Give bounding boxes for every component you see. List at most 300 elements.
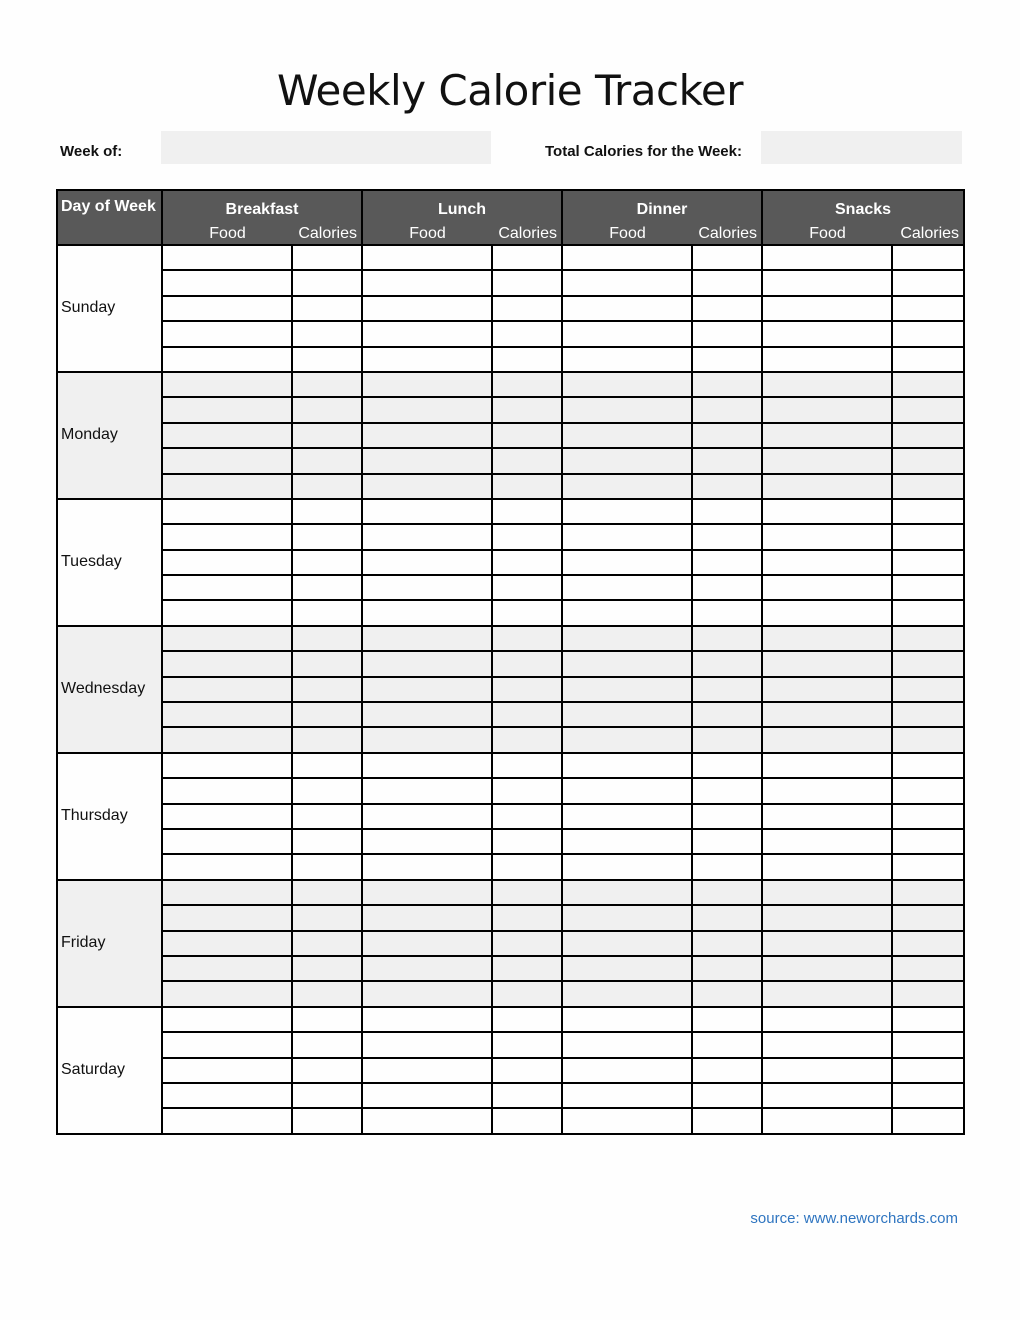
food-cell-dinner[interactable] [562, 931, 692, 956]
food-cell-breakfast[interactable] [162, 296, 292, 321]
calories-cell-breakfast[interactable] [292, 804, 362, 829]
table-row [57, 550, 964, 575]
food-cell-lunch[interactable] [362, 270, 492, 295]
calories-cell-lunch[interactable] [492, 677, 562, 702]
calories-cell-snacks[interactable] [892, 1083, 964, 1108]
calories-cell-breakfast[interactable] [292, 347, 362, 372]
food-cell-lunch[interactable] [362, 321, 492, 346]
calories-cell-lunch[interactable] [492, 600, 562, 625]
food-cell-breakfast[interactable] [162, 270, 292, 295]
calories-cell-dinner[interactable] [692, 1058, 762, 1083]
calories-cell-breakfast[interactable] [292, 296, 362, 321]
calories-cell-dinner[interactable] [692, 905, 762, 930]
food-cell-lunch[interactable] [362, 1108, 492, 1133]
food-cell-dinner[interactable] [562, 956, 692, 981]
calories-cell-snacks[interactable] [892, 245, 964, 270]
calories-cell-lunch[interactable] [492, 423, 562, 448]
food-cell-breakfast[interactable] [162, 829, 292, 854]
food-cell-dinner[interactable] [562, 499, 692, 524]
calories-cell-breakfast[interactable] [292, 499, 362, 524]
food-cell-lunch[interactable] [362, 448, 492, 473]
food-cell-breakfast[interactable] [162, 1032, 292, 1057]
food-cell-snacks[interactable] [762, 423, 892, 448]
food-cell-breakfast[interactable] [162, 804, 292, 829]
food-cell-dinner[interactable] [562, 626, 692, 651]
table-row [57, 575, 964, 600]
food-cell-dinner[interactable] [562, 981, 692, 1006]
calories-cell-lunch[interactable] [492, 1032, 562, 1057]
calories-cell-breakfast[interactable] [292, 905, 362, 930]
calories-cell-lunch[interactable] [492, 905, 562, 930]
food-cell-lunch[interactable] [362, 524, 492, 549]
calories-cell-lunch[interactable] [492, 956, 562, 981]
calories-cell-lunch[interactable] [492, 321, 562, 346]
food-cell-breakfast[interactable] [162, 981, 292, 1006]
calories-cell-breakfast[interactable] [292, 854, 362, 879]
food-cell-snacks[interactable] [762, 550, 892, 575]
food-cell-lunch[interactable] [362, 677, 492, 702]
food-cell-breakfast[interactable] [162, 423, 292, 448]
calories-cell-breakfast[interactable] [292, 1058, 362, 1083]
calories-cell-snacks[interactable] [892, 372, 964, 397]
food-cell-breakfast[interactable] [162, 1108, 292, 1133]
food-cell-snacks[interactable] [762, 1007, 892, 1032]
calories-cell-dinner[interactable] [692, 524, 762, 549]
calories-cell-dinner[interactable] [692, 981, 762, 1006]
food-cell-lunch[interactable] [362, 931, 492, 956]
food-cell-dinner[interactable] [562, 727, 692, 752]
calories-cell-dinner[interactable] [692, 397, 762, 422]
calories-cell-lunch[interactable] [492, 448, 562, 473]
calories-cell-lunch[interactable] [492, 575, 562, 600]
calories-cell-snacks[interactable] [892, 524, 964, 549]
food-cell-breakfast[interactable] [162, 524, 292, 549]
food-cell-dinner[interactable] [562, 1083, 692, 1108]
calories-cell-breakfast[interactable] [292, 600, 362, 625]
calories-cell-dinner[interactable] [692, 347, 762, 372]
food-cell-snacks[interactable] [762, 727, 892, 752]
calories-cell-dinner[interactable] [692, 448, 762, 473]
food-cell-breakfast[interactable] [162, 499, 292, 524]
calories-cell-breakfast[interactable] [292, 1083, 362, 1108]
food-cell-breakfast[interactable] [162, 677, 292, 702]
food-cell-dinner[interactable] [562, 1108, 692, 1133]
total-calories-field[interactable] [761, 131, 962, 164]
calories-cell-lunch[interactable] [492, 524, 562, 549]
calories-cell-breakfast[interactable] [292, 677, 362, 702]
calories-cell-breakfast[interactable] [292, 626, 362, 651]
food-cell-lunch[interactable] [362, 727, 492, 752]
breakfast-header: Breakfast [162, 190, 362, 219]
food-cell-breakfast[interactable] [162, 347, 292, 372]
calories-cell-breakfast[interactable] [292, 423, 362, 448]
calories-cell-dinner[interactable] [692, 423, 762, 448]
calories-cell-dinner[interactable] [692, 321, 762, 346]
food-cell-lunch[interactable] [362, 550, 492, 575]
food-cell-breakfast[interactable] [162, 1007, 292, 1032]
food-cell-snacks[interactable] [762, 499, 892, 524]
calories-cell-dinner[interactable] [692, 753, 762, 778]
food-cell-lunch[interactable] [362, 575, 492, 600]
calories-cell-breakfast[interactable] [292, 727, 362, 752]
calories-cell-breakfast[interactable] [292, 474, 362, 499]
calories-cell-lunch[interactable] [492, 296, 562, 321]
food-cell-lunch[interactable] [362, 423, 492, 448]
food-cell-dinner[interactable] [562, 1032, 692, 1057]
food-cell-snacks[interactable] [762, 677, 892, 702]
food-cell-dinner[interactable] [562, 448, 692, 473]
calories-cell-snacks[interactable] [892, 880, 964, 905]
calories-cell-snacks[interactable] [892, 347, 964, 372]
calories-cell-dinner[interactable] [692, 854, 762, 879]
food-cell-snacks[interactable] [762, 1083, 892, 1108]
food-cell-breakfast[interactable] [162, 474, 292, 499]
calories-cell-lunch[interactable] [492, 499, 562, 524]
food-cell-lunch[interactable] [362, 651, 492, 676]
food-cell-snacks[interactable] [762, 651, 892, 676]
food-cell-snacks[interactable] [762, 956, 892, 981]
calories-cell-lunch[interactable] [492, 727, 562, 752]
food-cell-dinner[interactable] [562, 474, 692, 499]
day-label-monday: Monday [57, 372, 162, 499]
food-cell-snacks[interactable] [762, 702, 892, 727]
food-cell-snacks[interactable] [762, 626, 892, 651]
calories-cell-dinner[interactable] [692, 1083, 762, 1108]
calories-cell-dinner[interactable] [692, 1108, 762, 1133]
calories-cell-lunch[interactable] [492, 270, 562, 295]
calories-cell-breakfast[interactable] [292, 245, 362, 270]
calories-cell-dinner[interactable] [692, 702, 762, 727]
calories-cell-dinner[interactable] [692, 778, 762, 803]
food-cell-snacks[interactable] [762, 347, 892, 372]
calories-cell-breakfast[interactable] [292, 880, 362, 905]
food-cell-snacks[interactable] [762, 245, 892, 270]
food-cell-snacks[interactable] [762, 600, 892, 625]
food-cell-dinner[interactable] [562, 804, 692, 829]
calories-cell-dinner[interactable] [692, 270, 762, 295]
calories-cell-lunch[interactable] [492, 931, 562, 956]
food-cell-snacks[interactable] [762, 829, 892, 854]
day-label-tuesday: Tuesday [57, 499, 162, 626]
food-cell-snacks[interactable] [762, 1108, 892, 1133]
calories-cell-lunch[interactable] [492, 1108, 562, 1133]
food-cell-dinner[interactable] [562, 880, 692, 905]
calories-cell-snacks[interactable] [892, 270, 964, 295]
calories-cell-dinner[interactable] [692, 804, 762, 829]
calories-cell-lunch[interactable] [492, 1007, 562, 1032]
calories-cell-breakfast[interactable] [292, 575, 362, 600]
calories-cell-snacks[interactable] [892, 550, 964, 575]
food-col-header: Food [362, 219, 492, 245]
calories-cell-snacks[interactable] [892, 702, 964, 727]
calories-cell-snacks[interactable] [892, 474, 964, 499]
food-cell-lunch[interactable] [362, 702, 492, 727]
table-row [57, 727, 964, 752]
table-row [57, 829, 964, 854]
calories-cell-snacks[interactable] [892, 981, 964, 1006]
food-cell-lunch[interactable] [362, 956, 492, 981]
food-cell-snacks[interactable] [762, 981, 892, 1006]
calories-cell-dinner[interactable] [692, 956, 762, 981]
calories-cell-snacks[interactable] [892, 600, 964, 625]
food-cell-snacks[interactable] [762, 931, 892, 956]
food-cell-dinner[interactable] [562, 296, 692, 321]
food-cell-lunch[interactable] [362, 778, 492, 803]
day-label-friday: Friday [57, 880, 162, 1007]
food-cell-snacks[interactable] [762, 270, 892, 295]
calories-cell-breakfast[interactable] [292, 651, 362, 676]
calories-cell-lunch[interactable] [492, 829, 562, 854]
source-link[interactable]: source: www.neworchards.com [750, 1210, 958, 1227]
food-cell-breakfast[interactable] [162, 753, 292, 778]
calories-cell-lunch[interactable] [492, 550, 562, 575]
food-cell-dinner[interactable] [562, 1007, 692, 1032]
food-cell-lunch[interactable] [362, 829, 492, 854]
calories-cell-lunch[interactable] [492, 778, 562, 803]
food-cell-snacks[interactable] [762, 1058, 892, 1083]
week-of-label: Week of: [60, 143, 123, 160]
food-cell-dinner[interactable] [562, 372, 692, 397]
food-cell-breakfast[interactable] [162, 702, 292, 727]
calories-cell-breakfast[interactable] [292, 397, 362, 422]
table-row [57, 372, 964, 397]
food-cell-dinner[interactable] [562, 1058, 692, 1083]
food-cell-lunch[interactable] [362, 347, 492, 372]
food-cell-breakfast[interactable] [162, 575, 292, 600]
food-cell-dinner[interactable] [562, 321, 692, 346]
table-row [57, 600, 964, 625]
table-row [57, 1083, 964, 1108]
calories-cell-breakfast[interactable] [292, 702, 362, 727]
food-cell-dinner[interactable] [562, 600, 692, 625]
calories-cell-breakfast[interactable] [292, 448, 362, 473]
calories-cell-lunch[interactable] [492, 245, 562, 270]
calories-cell-dinner[interactable] [692, 296, 762, 321]
calories-cell-breakfast[interactable] [292, 981, 362, 1006]
calories-cell-dinner[interactable] [692, 1007, 762, 1032]
food-cell-dinner[interactable] [562, 347, 692, 372]
food-cell-breakfast[interactable] [162, 372, 292, 397]
calories-cell-snacks[interactable] [892, 956, 964, 981]
calories-cell-dinner[interactable] [692, 829, 762, 854]
food-cell-dinner[interactable] [562, 397, 692, 422]
food-cell-lunch[interactable] [362, 1007, 492, 1032]
calories-cell-breakfast[interactable] [292, 372, 362, 397]
calories-cell-dinner[interactable] [692, 474, 762, 499]
food-cell-breakfast[interactable] [162, 854, 292, 879]
calories-cell-breakfast[interactable] [292, 550, 362, 575]
food-cell-breakfast[interactable] [162, 397, 292, 422]
table-row [57, 397, 964, 422]
calories-cell-snacks[interactable] [892, 1058, 964, 1083]
calories-cell-snacks[interactable] [892, 499, 964, 524]
calories-cell-snacks[interactable] [892, 448, 964, 473]
calories-cell-lunch[interactable] [492, 1083, 562, 1108]
calories-cell-lunch[interactable] [492, 651, 562, 676]
food-cell-breakfast[interactable] [162, 778, 292, 803]
table-body [57, 245, 964, 1134]
calories-cell-breakfast[interactable] [292, 1108, 362, 1133]
food-cell-snacks[interactable] [762, 778, 892, 803]
calories-cell-dinner[interactable] [692, 626, 762, 651]
calories-cell-dinner[interactable] [692, 727, 762, 752]
food-cell-snacks[interactable] [762, 854, 892, 879]
food-cell-breakfast[interactable] [162, 905, 292, 930]
food-cell-dinner[interactable] [562, 651, 692, 676]
calories-cell-lunch[interactable] [492, 880, 562, 905]
calories-cell-lunch[interactable] [492, 854, 562, 879]
calories-cell-dinner[interactable] [692, 600, 762, 625]
food-cell-lunch[interactable] [362, 1032, 492, 1057]
food-cell-dinner[interactable] [562, 270, 692, 295]
calories-cell-lunch[interactable] [492, 372, 562, 397]
food-cell-snacks[interactable] [762, 1032, 892, 1057]
calories-cell-snacks[interactable] [892, 905, 964, 930]
calories-cell-breakfast[interactable] [292, 931, 362, 956]
food-cell-lunch[interactable] [362, 499, 492, 524]
calories-cell-snacks[interactable] [892, 854, 964, 879]
calories-cell-snacks[interactable] [892, 829, 964, 854]
food-cell-dinner[interactable] [562, 575, 692, 600]
food-cell-breakfast[interactable] [162, 245, 292, 270]
calories-cell-snacks[interactable] [892, 575, 964, 600]
calories-cell-breakfast[interactable] [292, 778, 362, 803]
food-cell-dinner[interactable] [562, 854, 692, 879]
calories-cell-snacks[interactable] [892, 727, 964, 752]
food-cell-lunch[interactable] [362, 296, 492, 321]
food-cell-lunch[interactable] [362, 1058, 492, 1083]
food-cell-snacks[interactable] [762, 524, 892, 549]
calories-cell-snacks[interactable] [892, 931, 964, 956]
food-cell-dinner[interactable] [562, 829, 692, 854]
calories-cell-snacks[interactable] [892, 321, 964, 346]
calories-cell-dinner[interactable] [692, 1032, 762, 1057]
calories-cell-breakfast[interactable] [292, 1032, 362, 1057]
calories-cell-lunch[interactable] [492, 626, 562, 651]
food-cell-lunch[interactable] [362, 905, 492, 930]
food-cell-breakfast[interactable] [162, 626, 292, 651]
calories-cell-snacks[interactable] [892, 296, 964, 321]
food-cell-breakfast[interactable] [162, 1083, 292, 1108]
food-cell-dinner[interactable] [562, 550, 692, 575]
food-cell-dinner[interactable] [562, 677, 692, 702]
calories-cell-snacks[interactable] [892, 1108, 964, 1133]
calories-cell-lunch[interactable] [492, 981, 562, 1006]
calories-cell-breakfast[interactable] [292, 524, 362, 549]
food-cell-lunch[interactable] [362, 600, 492, 625]
calories-cell-dinner[interactable] [692, 372, 762, 397]
day-label-sunday: Sunday [57, 245, 162, 372]
calories-cell-dinner[interactable] [692, 677, 762, 702]
calories-cell-breakfast[interactable] [292, 829, 362, 854]
food-cell-dinner[interactable] [562, 778, 692, 803]
calories-cell-lunch[interactable] [492, 347, 562, 372]
food-cell-lunch[interactable] [362, 804, 492, 829]
food-cell-snacks[interactable] [762, 474, 892, 499]
food-cell-snacks[interactable] [762, 905, 892, 930]
calories-cell-snacks[interactable] [892, 677, 964, 702]
food-cell-breakfast[interactable] [162, 931, 292, 956]
calories-cell-dinner[interactable] [692, 880, 762, 905]
food-cell-lunch[interactable] [362, 854, 492, 879]
calories-cell-snacks[interactable] [892, 804, 964, 829]
food-cell-breakfast[interactable] [162, 651, 292, 676]
food-cell-dinner[interactable] [562, 423, 692, 448]
food-cell-snacks[interactable] [762, 397, 892, 422]
food-cell-lunch[interactable] [362, 474, 492, 499]
calories-cell-breakfast[interactable] [292, 1007, 362, 1032]
calories-cell-dinner[interactable] [692, 651, 762, 676]
table-row [57, 347, 964, 372]
calories-cell-lunch[interactable] [492, 753, 562, 778]
food-cell-snacks[interactable] [762, 321, 892, 346]
calories-cell-breakfast[interactable] [292, 270, 362, 295]
calories-cell-snacks[interactable] [892, 753, 964, 778]
food-cell-dinner[interactable] [562, 753, 692, 778]
calories-cell-dinner[interactable] [692, 245, 762, 270]
calories-cell-dinner[interactable] [692, 499, 762, 524]
food-cell-snacks[interactable] [762, 575, 892, 600]
calories-cell-breakfast[interactable] [292, 956, 362, 981]
food-cell-breakfast[interactable] [162, 321, 292, 346]
calories-cell-snacks[interactable] [892, 626, 964, 651]
calories-cell-snacks[interactable] [892, 423, 964, 448]
calories-cell-lunch[interactable] [492, 804, 562, 829]
calories-cell-snacks[interactable] [892, 778, 964, 803]
food-cell-dinner[interactable] [562, 245, 692, 270]
food-cell-lunch[interactable] [362, 1083, 492, 1108]
calories-cell-snacks[interactable] [892, 651, 964, 676]
food-cell-snacks[interactable] [762, 296, 892, 321]
food-cell-breakfast[interactable] [162, 956, 292, 981]
food-cell-dinner[interactable] [562, 524, 692, 549]
food-cell-lunch[interactable] [362, 753, 492, 778]
food-cell-lunch[interactable] [362, 397, 492, 422]
food-cell-lunch[interactable] [362, 245, 492, 270]
food-cell-dinner[interactable] [562, 702, 692, 727]
week-of-field[interactable] [161, 131, 491, 164]
food-cell-breakfast[interactable] [162, 448, 292, 473]
calories-cell-snacks[interactable] [892, 1032, 964, 1057]
food-cell-breakfast[interactable] [162, 880, 292, 905]
calories-cell-breakfast[interactable] [292, 753, 362, 778]
calories-cell-breakfast[interactable] [292, 321, 362, 346]
food-cell-breakfast[interactable] [162, 727, 292, 752]
calories-cell-lunch[interactable] [492, 702, 562, 727]
calories-cell-dinner[interactable] [692, 575, 762, 600]
food-cell-snacks[interactable] [762, 753, 892, 778]
food-cell-breakfast[interactable] [162, 1058, 292, 1083]
food-cell-lunch[interactable] [362, 372, 492, 397]
calories-cell-dinner[interactable] [692, 931, 762, 956]
calories-cell-dinner[interactable] [692, 550, 762, 575]
calories-cell-snacks[interactable] [892, 1007, 964, 1032]
food-cell-snacks[interactable] [762, 804, 892, 829]
food-cell-snacks[interactable] [762, 372, 892, 397]
food-cell-snacks[interactable] [762, 448, 892, 473]
calories-cell-lunch[interactable] [492, 397, 562, 422]
food-cell-breakfast[interactable] [162, 600, 292, 625]
food-cell-lunch[interactable] [362, 880, 492, 905]
calories-cell-snacks[interactable] [892, 397, 964, 422]
food-cell-lunch[interactable] [362, 626, 492, 651]
food-cell-dinner[interactable] [562, 905, 692, 930]
food-cell-lunch[interactable] [362, 981, 492, 1006]
food-cell-breakfast[interactable] [162, 550, 292, 575]
calories-cell-lunch[interactable] [492, 474, 562, 499]
food-cell-snacks[interactable] [762, 880, 892, 905]
calories-cell-lunch[interactable] [492, 1058, 562, 1083]
